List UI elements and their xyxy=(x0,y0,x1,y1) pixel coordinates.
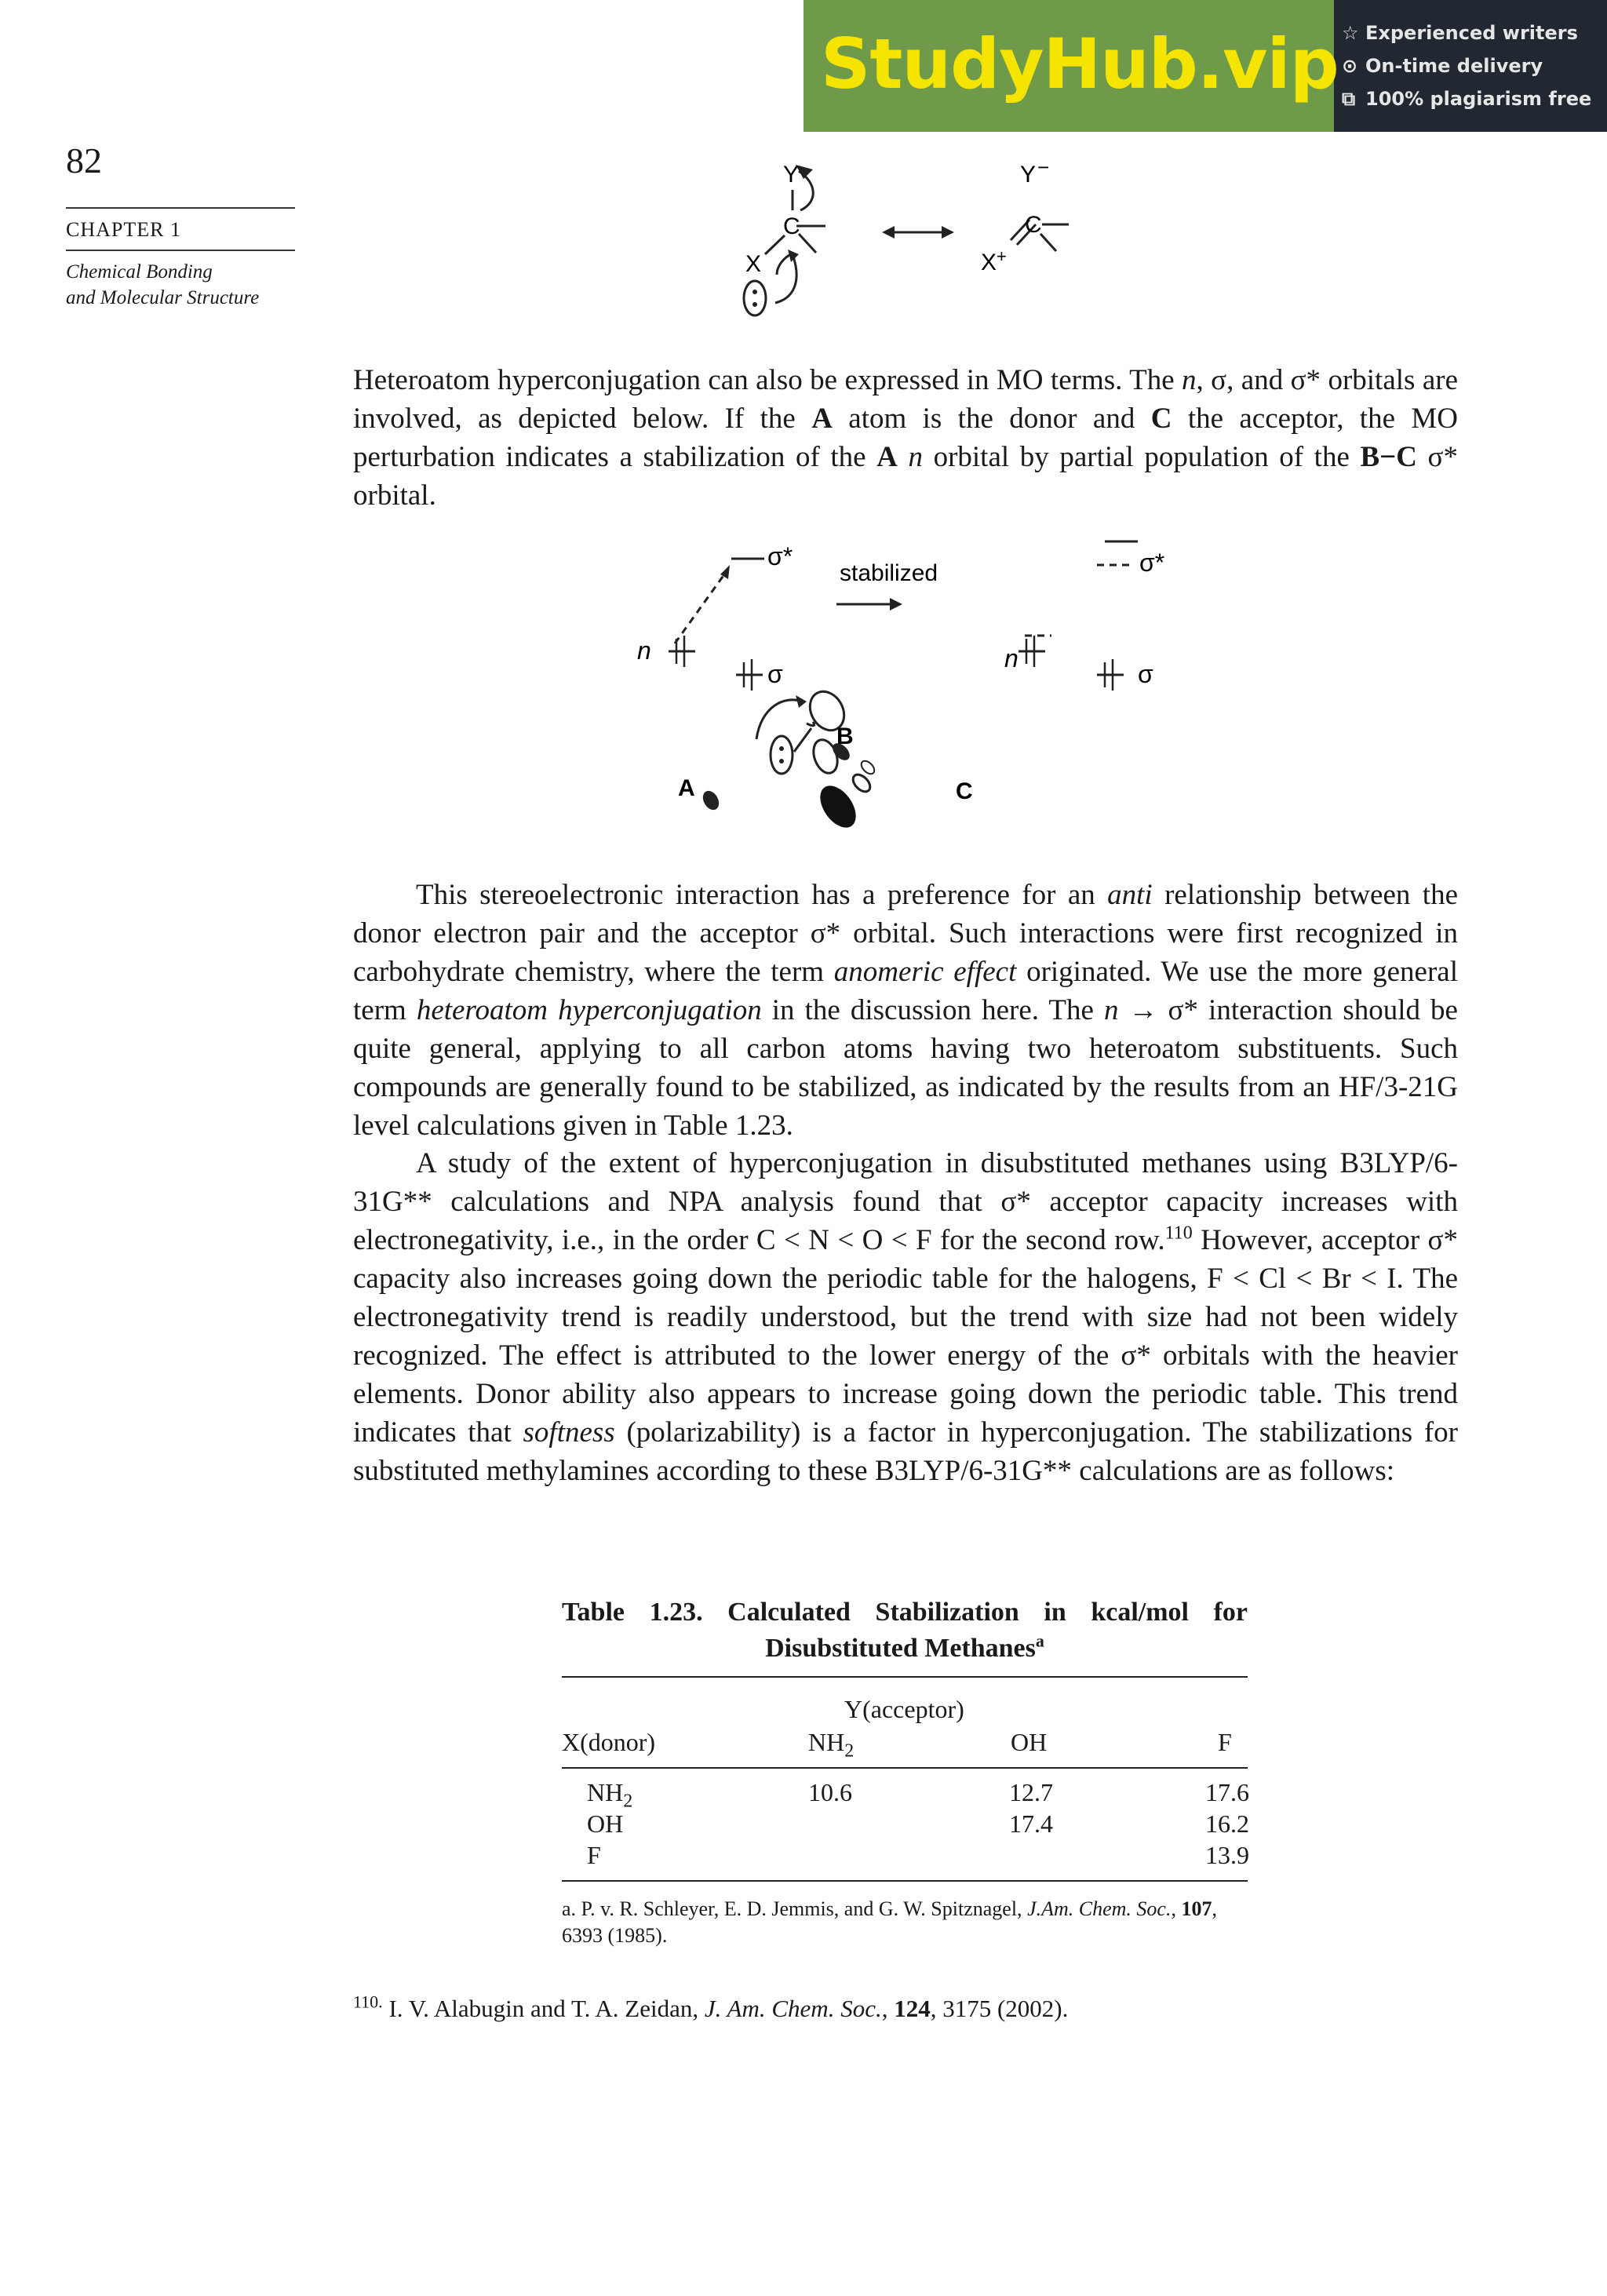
lone-pair-orbital xyxy=(744,281,766,315)
paragraph-hyperconjugation-study xyxy=(353,1144,1458,1490)
text: → σ* interaction should be quite general, applying to all carbon atoms having two heteroatom substituents. Such compounds are generally found to be stabilized, as indicated by the results from an HF/3-21G level calculations given in Table 1.23. xyxy=(353,994,1458,1142)
header-col-oh: OH xyxy=(1011,1728,1048,1756)
section-title-line: and Molecular Structure xyxy=(66,287,260,308)
lone-pair-orbital xyxy=(771,736,793,774)
header-acceptor: Y(acceptor) xyxy=(844,1695,964,1723)
text: , σ, and σ* orbitals are involved, as depicted below. If the xyxy=(353,364,1458,435)
ad-banner[interactable] xyxy=(804,0,1607,132)
bond-a-b xyxy=(794,728,811,752)
text: σ* orbital. xyxy=(353,441,1459,512)
label-atom-b: B xyxy=(836,723,854,749)
row-donor: F xyxy=(587,1841,601,1869)
text-italic: heteroatom hyperconjugation xyxy=(416,994,762,1026)
footnote-marker: a xyxy=(1035,1631,1044,1651)
page-number: 82 xyxy=(66,140,102,180)
subscript: 2 xyxy=(844,1740,855,1762)
header-col-f: F xyxy=(1218,1728,1232,1756)
text-bold: 124 xyxy=(894,1995,931,2022)
label-stabilized: stabilized xyxy=(840,560,938,586)
lone-pair-dot xyxy=(752,290,757,294)
banner-feature-1 xyxy=(1342,22,1578,44)
text: orbital by partial population of the xyxy=(922,441,1361,473)
text: in the discussion here. The xyxy=(761,994,1104,1026)
cell-f: 13.9 xyxy=(1205,1841,1249,1869)
text: I. V. Alabugin and T. A. Zeidan, xyxy=(382,1995,705,2022)
stabilized-arrowhead xyxy=(890,598,902,610)
mo-diagram xyxy=(628,534,1193,840)
text: , 3175 (2002). xyxy=(930,1995,1069,2022)
text: Disubstituted Methanes xyxy=(765,1634,1036,1663)
table-caption-line xyxy=(562,1631,1248,1667)
text-italic: J.Am. Chem. Soc. xyxy=(1027,1897,1172,1920)
table-rule-top xyxy=(562,1676,1248,1678)
cell-oh: 12.7 xyxy=(1009,1778,1053,1806)
label-atom-a: A xyxy=(678,775,695,801)
reference-superscript: 110 xyxy=(1164,1223,1193,1244)
chapter-label: CHAPTER 1 xyxy=(66,218,181,241)
text: , 6393 (1985). xyxy=(562,1897,1217,1947)
section-title-line: Chemical Bonding xyxy=(66,261,213,282)
text: , xyxy=(1171,1897,1182,1920)
orbital-bc-node xyxy=(859,759,877,777)
text: However, acceptor σ* capacity also increases going down the periodic table for the halogens, F < Cl < Br < I. The electronegativity trend is readily understood, but the trend with size had not been widely recognized. The effect is attributed to the lower energy of the σ* orbitals with the heavier elements. Donor ability also appears to increase going down the periodic table. This trend indicates that xyxy=(353,1224,1458,1449)
text-italic: n xyxy=(1103,994,1119,1026)
atom-c2: C xyxy=(1025,212,1042,238)
text: the acceptor, the MO perturbation indicates a stabilization of the xyxy=(353,403,1458,473)
clock-icon: ⊙ xyxy=(1342,55,1358,77)
text: relationship between the donor electron pair and the acceptor σ* orbital. Such interactions were first recognized in carbohydrate chemistry, where the term xyxy=(353,879,1458,988)
margin-rule-bottom xyxy=(66,250,295,251)
banner-feature-2 xyxy=(1342,55,1543,77)
row-donor: OH xyxy=(587,1809,624,1838)
text: a. P. v. R. Schleyer, E. D. Jemmis, and G. W. Spitznagel, xyxy=(562,1897,1028,1920)
text-bold: A xyxy=(876,441,898,473)
text: This stereoelectronic interaction has a preference for an xyxy=(416,879,1108,911)
margin-rule-top xyxy=(66,207,295,209)
table-caption-line: Table 1.23. Calculated Stabilization in kcal/mol for xyxy=(562,1598,1248,1627)
text-bold: A xyxy=(811,403,833,435)
section-title xyxy=(66,259,325,311)
cell-f: 17.6 xyxy=(1205,1778,1249,1806)
banner-feature-label: Experienced writers xyxy=(1365,22,1578,44)
atom-x-cation: X xyxy=(981,250,997,275)
text-bold: C xyxy=(1150,403,1172,435)
charge-minus: − xyxy=(1037,157,1050,179)
orbital-lobe xyxy=(807,722,814,726)
text: Heteroatom hyperconjugation can also be expressed in MO terms. The xyxy=(353,364,1182,396)
copy-icon: ⧉ xyxy=(1342,88,1356,110)
header-col-nh2 xyxy=(808,1726,855,1762)
text: NH xyxy=(808,1728,845,1756)
lone-pair-dot xyxy=(779,759,784,764)
orbital-sigma-star-small xyxy=(850,771,873,795)
text-italic: n xyxy=(908,441,923,473)
text-italic: n xyxy=(1182,364,1197,396)
text: A study of the extent of hyperconjugation in disubstituted methanes using B3LYP/6-31G** calculations and NPA analysis found that σ* acceptor capacity increases with electronegativity, i.e., in the order C < N < O < F for the second row. xyxy=(353,1147,1458,1256)
curved-arrow-2 xyxy=(777,254,791,275)
text xyxy=(898,441,909,473)
star-icon: ☆ xyxy=(1342,22,1359,44)
cell-f: 16.2 xyxy=(1205,1809,1249,1838)
curved-arrow-3 xyxy=(775,254,796,303)
arrowhead-right xyxy=(942,226,954,239)
bond-c-x xyxy=(765,235,785,254)
row-donor xyxy=(587,1777,633,1812)
label-sigma-left: σ xyxy=(767,660,783,688)
cell-oh: 17.4 xyxy=(1009,1809,1053,1838)
banner-feature-label: 100% plagiarism free xyxy=(1365,88,1592,110)
reference-number: 110. xyxy=(353,1992,383,2012)
banner-logo: StudyHub.vip xyxy=(821,24,1339,104)
table-caption xyxy=(562,1594,1248,1667)
bond-c-wedge xyxy=(799,234,816,253)
dashed-promotion-arrow xyxy=(675,571,727,643)
text: , xyxy=(881,1995,895,2022)
orbital-a-lower xyxy=(700,788,723,813)
charge-plus: + xyxy=(997,246,1007,266)
lone-pair-dot xyxy=(779,746,784,751)
atom-c: C xyxy=(783,213,800,239)
header-donor: X(donor) xyxy=(562,1728,656,1756)
arrowhead-left xyxy=(882,226,895,239)
banner-feature-label: On-time delivery xyxy=(1365,55,1543,77)
text-italic: anomeric effect xyxy=(833,956,1017,988)
banner-logo-area xyxy=(804,0,1339,132)
text: atom is the donor and xyxy=(832,403,1151,435)
atom-x: X xyxy=(745,251,762,277)
text: (polarizability) is a factor in hyperconjugation. The stabilizations for substituted methylamines according to these B3LYP/6-31G** calculations are as follows: xyxy=(353,1416,1458,1487)
text-bold: 107 xyxy=(1181,1897,1212,1920)
cell-nh2: 10.6 xyxy=(808,1778,852,1806)
table-rule-bottom xyxy=(562,1880,1248,1882)
label-n-right: n xyxy=(1004,644,1018,672)
banner-feature-3 xyxy=(1342,88,1591,110)
atom-y-anion: Y xyxy=(1020,162,1037,188)
label-n-left: n xyxy=(637,636,651,665)
label-sigma-star-right: σ* xyxy=(1139,548,1165,577)
label-atom-c: C xyxy=(956,778,973,804)
subscript: 2 xyxy=(623,1791,633,1812)
curved-arrow-1 xyxy=(799,171,813,210)
lone-pair-dot xyxy=(752,302,757,307)
text-bold: B−C xyxy=(1360,441,1417,473)
curved-arrow-donation xyxy=(756,700,802,739)
text-italic: anti xyxy=(1107,879,1153,911)
donation-arrowhead xyxy=(796,695,807,708)
resonance-scheme xyxy=(706,157,1114,330)
label-sigma-star-left: σ* xyxy=(767,542,793,570)
text: NH xyxy=(587,1778,624,1806)
paragraph-stereoelectronic xyxy=(353,876,1458,1145)
text: originated. We use the more general term xyxy=(353,956,1458,1026)
paragraph-mo-intro xyxy=(353,361,1458,515)
reference-110 xyxy=(353,1992,1069,2023)
text-italic: J. Am. Chem. Soc. xyxy=(704,1995,882,2022)
table-footnote xyxy=(562,1896,1252,1949)
atom-y: Y xyxy=(783,162,800,188)
bond-c2-wedge xyxy=(1040,234,1056,251)
label-sigma-right: σ xyxy=(1138,660,1153,688)
text-italic: softness xyxy=(523,1416,615,1449)
table-rule-mid xyxy=(562,1767,1248,1769)
